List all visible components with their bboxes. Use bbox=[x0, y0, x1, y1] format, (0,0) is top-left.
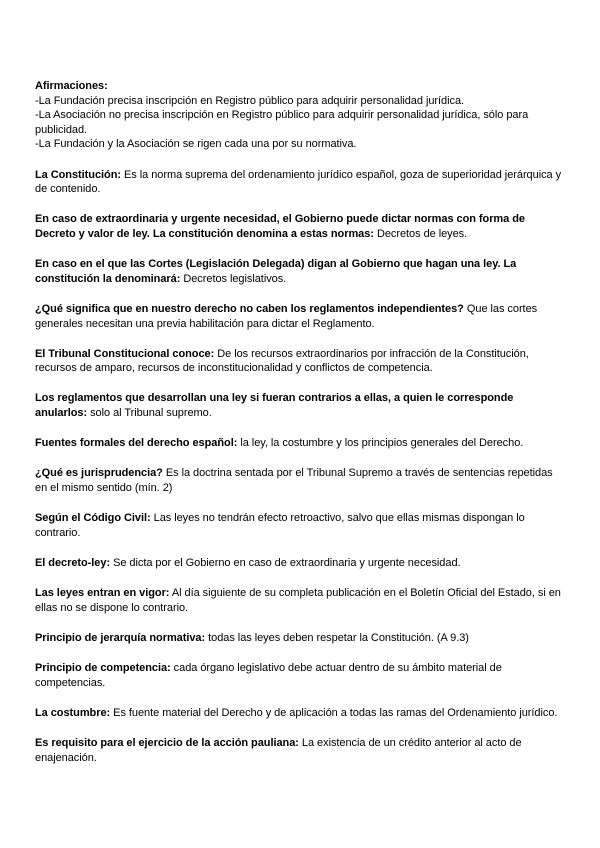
qa-entry bbox=[35, 212, 565, 241]
entry-question: El Tribunal Constitucional conoce: bbox=[35, 347, 215, 360]
entry-answer: Las leyes no tendrán efecto retroactivo, salvo que ellas mismas dispongan lo contrario. bbox=[35, 512, 525, 539]
qa-entry bbox=[35, 736, 565, 765]
intro-line: -La Fundación y la Asociación se rigen cada una por su normativa. bbox=[35, 138, 357, 151]
entry-question: ¿Qué es jurisprudencia? bbox=[35, 467, 163, 480]
qa-entry bbox=[35, 168, 565, 197]
entry-question: ¿Qué significa que en nuestro derecho no caben los reglamentos independientes? bbox=[35, 302, 464, 315]
entry-answer: cada órgano legislativo debe actuar dentro de su ámbito material de competencias. bbox=[35, 662, 502, 689]
entry-question: El decreto-ley: bbox=[35, 557, 111, 569]
intro-line: -La Asociación no precisa inscripción en Registro público para adquirir personalidad jurídica, sólo para publicidad. bbox=[35, 109, 529, 136]
qa-entry bbox=[35, 661, 565, 690]
entry-question: Las leyes entran en vigor: bbox=[35, 587, 170, 600]
entry-answer: Se dicta por el Gobierno en caso de extraordinaria y urgente necesidad. bbox=[110, 557, 461, 569]
qa-entry bbox=[35, 586, 565, 615]
qa-entry bbox=[35, 556, 565, 571]
entry-question: Fuentes formales del derecho español: bbox=[35, 437, 238, 450]
entry-answer: solo al Tribunal supremo. bbox=[87, 407, 212, 420]
entry-question: Los reglamentos que desarrollan una ley si fueran contrarios a ellas, a quien le corresponde anularlos: bbox=[35, 392, 514, 420]
entry-answer: La existencia de un crédito anterior al acto de enajenación. bbox=[35, 737, 522, 764]
entry-answer: Decretos legislativos. bbox=[180, 272, 287, 285]
qa-entry bbox=[35, 257, 565, 286]
qa-entry bbox=[35, 347, 565, 376]
entry-answer: Es la norma suprema del ordenamiento jurídico español, goza de superioridad jerárquica y de contenido. bbox=[35, 168, 562, 196]
entry-answer: Que las cortes generales necesitan una previa habilitación para dictar el Reglamento. bbox=[35, 302, 538, 330]
qa-entry bbox=[35, 391, 565, 420]
document-page bbox=[35, 79, 565, 765]
qa-entry bbox=[35, 466, 565, 495]
entry-answer: Es fuente material del Derecho y de aplicación a todas las ramas del Ordenamiento jurídico. bbox=[110, 706, 558, 719]
qa-entry bbox=[35, 511, 565, 540]
entry-question: Principio de competencia: bbox=[35, 662, 171, 675]
intro-block bbox=[35, 79, 565, 152]
qa-entry bbox=[35, 436, 565, 451]
entry-question: Principio de jerarquía normativa: bbox=[35, 631, 206, 644]
entry-question: Es requisito para el ejercicio de la acción pauliana: bbox=[35, 737, 299, 750]
entry-answer: todas las leyes deben respetar la Constitución. (A 9.3) bbox=[205, 631, 469, 644]
qa-entry bbox=[35, 706, 565, 721]
intro-title: Afirmaciones: bbox=[35, 80, 108, 92]
entry-answer: Es la doctrina sentada por el Tribunal Supremo a través de sentencias repetidas en el mismo sentido (mín. 2) bbox=[35, 467, 553, 495]
entry-question: En caso de extraordinaria y urgente necesidad, el Gobierno puede dictar normas con forma de Decreto y valor de ley. La constitución denomina a estas normas: bbox=[35, 213, 525, 240]
entry-question: La Constitución: bbox=[35, 168, 121, 181]
entry-answer: Decretos de leyes. bbox=[373, 227, 468, 240]
entry-answer: De los recursos extraordinarios por infracción de la Constitución, recursos de amparo, recursos de inconstitucionalidad y conflictos de competencia. bbox=[35, 347, 529, 375]
entry-question: La costumbre: bbox=[35, 706, 111, 719]
qa-entry bbox=[35, 631, 565, 646]
entry-question: En caso en el que las Cortes (Legislación Delegada) digan al Gobierno que hagan una ley. La constitución la denominará: bbox=[35, 258, 517, 285]
entry-question: Según el Código Civil: bbox=[35, 512, 151, 525]
intro-line: -La Fundación precisa inscripción en Registro público para adquirir personalidad jurídica. bbox=[35, 94, 465, 107]
qa-entry bbox=[35, 302, 565, 331]
entry-answer: la ley, la costumbre y los principios generales del Derecho. bbox=[237, 437, 524, 450]
entry-answer: Al día siguiente de su completa publicación en el Boletín Oficial del Estado, si en ellas no se dispone lo contrario. bbox=[35, 587, 561, 614]
